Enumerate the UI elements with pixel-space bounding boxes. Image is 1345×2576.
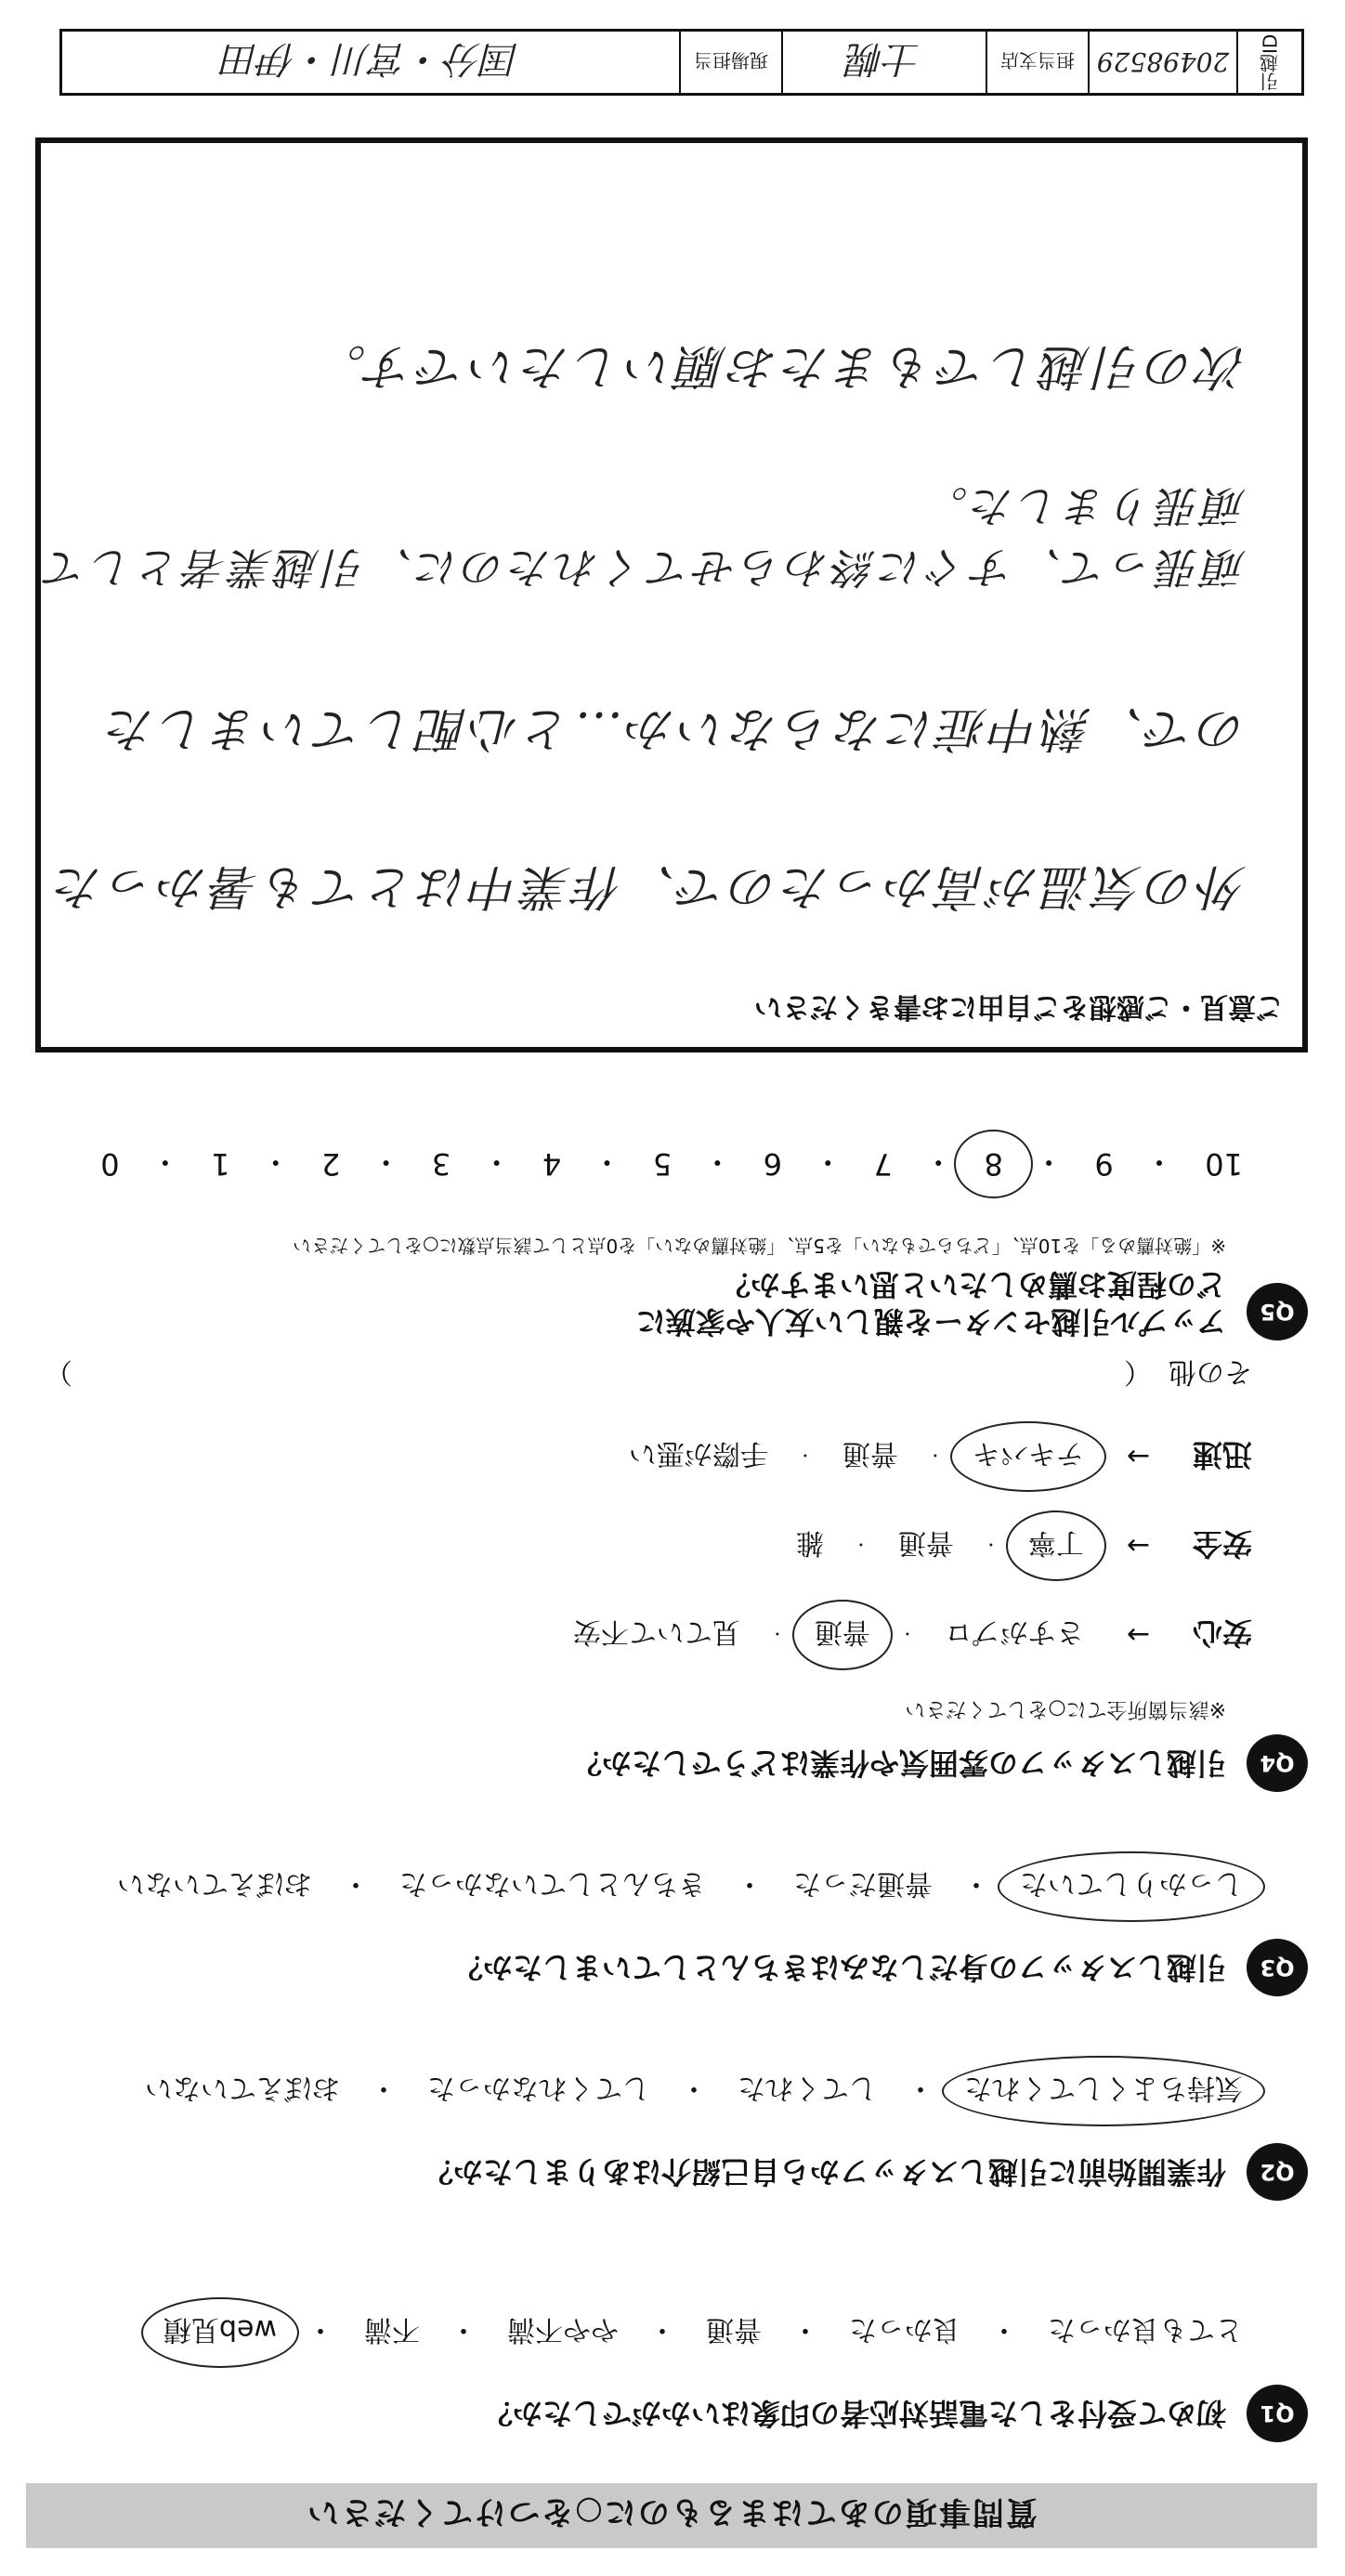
q4-option[interactable]: 雑: [795, 1526, 824, 1559]
scale-point[interactable]: 2: [321, 1146, 341, 1182]
row-label: 安心: [1192, 1615, 1252, 1651]
handwritten-line: 外の気温が高かったので、作業中はとても暑かった: [51, 858, 1247, 914]
separator: ・: [813, 1144, 843, 1180]
question-2: [63, 2067, 1308, 2204]
other-label: その他: [1169, 1355, 1252, 1388]
q4-option-selected[interactable]: テキパキ: [963, 1432, 1093, 1481]
scale-point[interactable]: 1: [211, 1146, 230, 1182]
separator: ・: [962, 1867, 990, 1900]
question-4: [45, 1354, 1308, 1796]
scale-point-selected[interactable]: 8: [974, 1143, 1012, 1185]
separator: ・: [370, 2072, 398, 2104]
q2-option[interactable]: してくれなかった: [427, 2072, 650, 2104]
question-5: [63, 1143, 1308, 1340]
admin-footer: [59, 29, 1304, 96]
arrow-icon: →: [1126, 1440, 1150, 1473]
separator: ・: [371, 1144, 401, 1180]
scale-point[interactable]: 4: [542, 1146, 562, 1182]
separator: ・: [342, 1867, 370, 1900]
separator: ・: [907, 2072, 934, 2104]
separator: ・: [450, 2313, 477, 2346]
q2-options: [63, 2067, 1252, 2115]
separator: ・: [1144, 1144, 1175, 1180]
leader-value: 国分・宮川・伊田: [222, 37, 519, 81]
q3-option-selected[interactable]: しっかりしていた: [1011, 1863, 1252, 1911]
q1-option[interactable]: 不満: [364, 2313, 420, 2346]
q3-option[interactable]: 普通だった: [793, 1867, 933, 1900]
q4-option-selected[interactable]: 丁寧: [1019, 1522, 1093, 1570]
separator: ・: [983, 1536, 999, 1554]
q4-note: ※該当箇所全てに○をしてください: [905, 1697, 1226, 1720]
q4-other-row: [45, 1354, 1252, 1395]
q2-option[interactable]: おぼえていない: [145, 2072, 340, 2104]
q1-option[interactable]: やや不満: [507, 2313, 619, 2346]
arrow-icon: →: [1126, 1618, 1150, 1652]
scale-point[interactable]: 9: [1094, 1146, 1114, 1182]
q5-question-line1: アップル引越センターを親しい友人や家族に: [635, 1304, 1226, 1340]
id-label-cell: [1236, 32, 1301, 93]
q1-option[interactable]: とても良かった: [1048, 2313, 1243, 2346]
separator: ・: [1034, 1144, 1064, 1180]
branch-value: 士幌: [847, 37, 921, 81]
separator: ・: [307, 2313, 334, 2346]
handwritten-line: 頑張って、すぐに終わらせてくれたのに、引越業者として頑張りました。: [41, 481, 1247, 593]
separator: ・: [260, 1144, 291, 1180]
q1-question: 初めて受付をした電話対応者の印象はいかがでしたか？: [482, 2396, 1226, 2431]
separator: ・: [481, 1144, 512, 1180]
handwritten-line: ので、熱中症にならないか…と心配していました: [103, 700, 1247, 756]
q5-scale: [91, 1143, 1252, 1185]
q1-badge: Q1: [1247, 2385, 1308, 2442]
q5-question-line2: どの程度お薦めしたいと思いますか？: [720, 1267, 1226, 1302]
q4-badge: Q4: [1247, 1734, 1308, 1792]
id-label: 引越ID: [1259, 33, 1282, 91]
branch-label: 担当支店: [1000, 49, 1075, 72]
separator: ・: [899, 1625, 915, 1643]
q3-options: [63, 1863, 1252, 1911]
q4-option-selected[interactable]: 普通: [805, 1611, 880, 1659]
q1-option[interactable]: 良かった: [849, 2313, 960, 2346]
separator: ・: [736, 1867, 764, 1900]
separator: ・: [769, 1625, 785, 1643]
id-value-cell: [1088, 32, 1236, 93]
scale-point[interactable]: 5: [652, 1146, 672, 1182]
leader-label-cell: [679, 32, 781, 93]
scale-point[interactable]: 3: [431, 1146, 451, 1182]
comment-box[interactable]: [35, 137, 1308, 1053]
question-1: [63, 2308, 1308, 2446]
separator: ・: [592, 1144, 622, 1180]
separator: ・: [791, 2313, 819, 2346]
scale-point[interactable]: 6: [763, 1146, 783, 1182]
separator: ・: [680, 2072, 708, 2104]
q2-question: 作業開始前に引越しスタッフから自己紹介はありましたか？: [423, 2154, 1226, 2190]
instruction-text: 質問事項のあてはまるものに○をつけてください: [306, 2493, 1038, 2531]
q4-row-anshin: [63, 1607, 1252, 1663]
separator: ・: [702, 1144, 733, 1180]
q4-option[interactable]: 見ていて不安: [572, 1615, 740, 1648]
handwritten-line: 次の引越しでもまたお願いしたいです。: [314, 338, 1247, 394]
id-value: 20498529: [1096, 46, 1230, 78]
paren-close: ）: [45, 1355, 72, 1388]
scale-point[interactable]: 10: [1205, 1146, 1243, 1182]
q3-option[interactable]: きちんとしていなかった: [399, 1867, 706, 1900]
separator: ・: [853, 1536, 868, 1554]
separator: ・: [927, 1446, 943, 1465]
instruction-banner: [26, 2483, 1317, 2548]
separator: ・: [648, 2313, 676, 2346]
q4-row-anzen: [63, 1518, 1252, 1574]
branch-label-cell: [986, 32, 1088, 93]
row-label: 迅速: [1192, 1437, 1252, 1472]
q2-option[interactable]: してくれた: [738, 2072, 877, 2104]
scale-point[interactable]: 0: [100, 1146, 120, 1182]
q1-option[interactable]: 普通: [706, 2313, 762, 2346]
leader-label: 現場担当: [694, 49, 768, 72]
q2-option-selected[interactable]: 気持ちよくしてくれた: [955, 2067, 1252, 2115]
q4-row-jinsoku: [63, 1429, 1252, 1484]
q3-question: 引越しスタッフの身だしなみはきちんとしていましたか？: [452, 1950, 1226, 1985]
q3-option[interactable]: おぼえていない: [117, 1867, 312, 1900]
question-3: [63, 1863, 1308, 2000]
separator: ・: [990, 2313, 1018, 2346]
leader-value-cell: [62, 32, 679, 93]
separator: ・: [150, 1144, 180, 1180]
row-label: 安全: [1192, 1526, 1252, 1562]
q4-option[interactable]: さすがプロ: [944, 1615, 1084, 1648]
q1-option-selected[interactable]: web見積: [154, 2308, 286, 2357]
q4-option[interactable]: 普通: [842, 1437, 898, 1470]
q3-badge: Q3: [1247, 1939, 1308, 1996]
q1-options: [63, 2308, 1252, 2357]
arrow-icon: →: [1126, 1529, 1150, 1563]
paren-open: （: [1124, 1355, 1152, 1388]
comment-prompt: ご意見・ご感想をご自由にお書きください: [754, 990, 1284, 1023]
q4-question: 引越しスタッフの雰囲気や作業はどうでしたか？: [571, 1746, 1226, 1781]
separator: ・: [923, 1144, 954, 1180]
scale-point[interactable]: 7: [873, 1146, 893, 1182]
q5-badge: Q5: [1247, 1283, 1308, 1340]
q2-badge: Q2: [1247, 2143, 1308, 2201]
q4-option[interactable]: 手際が悪い: [628, 1437, 768, 1470]
branch-value-cell: [781, 32, 986, 93]
separator: ・: [797, 1446, 813, 1465]
q5-note: ※「絶対薦める」を10点、「どちらでもない」を5点、「絶対薦めない」を0点として該当点数に○をしてください: [293, 1235, 1226, 1257]
q4-option[interactable]: 普通: [897, 1526, 954, 1559]
